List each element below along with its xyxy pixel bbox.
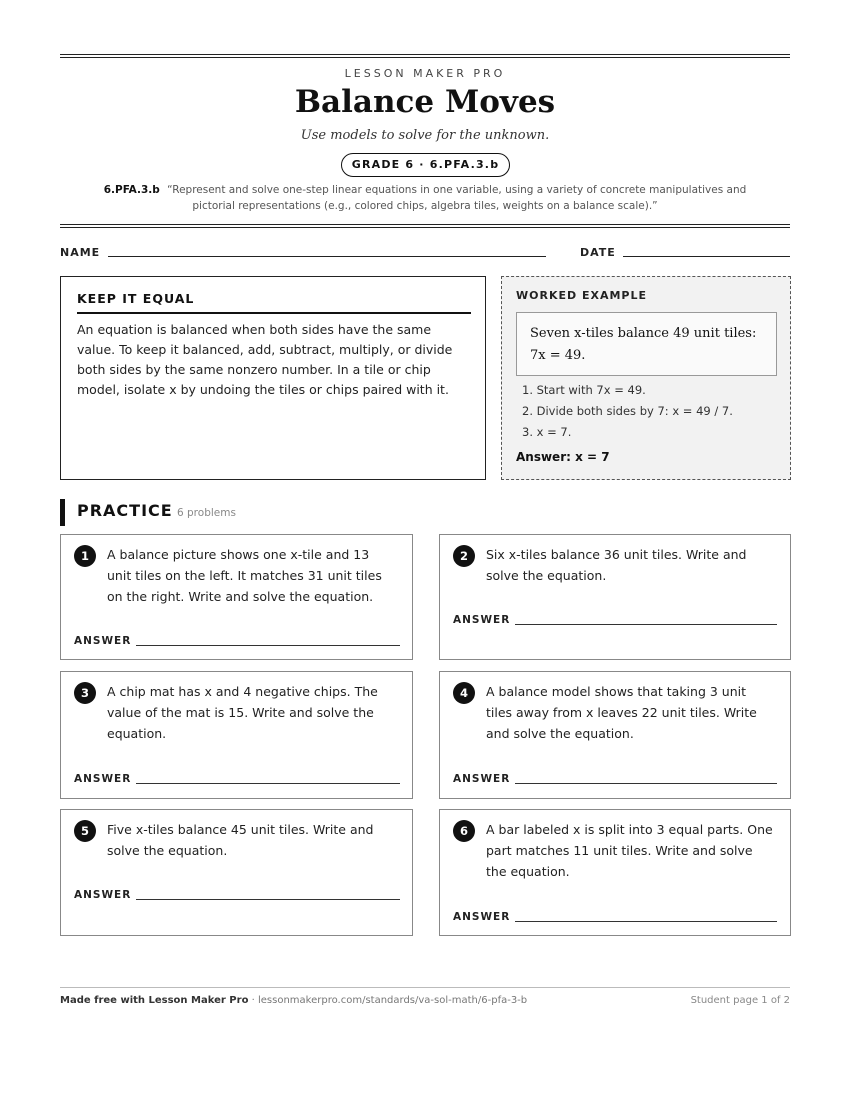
answer-label: ANSWER xyxy=(74,773,132,785)
answer-label: ANSWER xyxy=(453,911,511,923)
worked-example-answer: Answer: x = 7 xyxy=(516,450,610,464)
answer-label: ANSWER xyxy=(453,614,511,626)
worked-example-step: 3. x = 7. xyxy=(522,425,572,439)
worked-example-title: WORKED EXAMPLE xyxy=(516,289,647,302)
name-field[interactable] xyxy=(108,256,546,257)
top-double-rule xyxy=(60,54,790,58)
answer-field[interactable] xyxy=(515,783,777,784)
answer-field[interactable] xyxy=(515,921,777,922)
worked-example-prompt-box xyxy=(516,312,777,376)
problem-text: A balance model shows that taking 3 unit tiles away from x leaves 22 unit tiles. Write and solve the equation. xyxy=(486,684,757,741)
problem-number-badge: 5 xyxy=(74,820,96,842)
keep-it-equal-box xyxy=(60,276,486,480)
answer-field[interactable] xyxy=(136,899,400,900)
header-bottom-double-rule xyxy=(60,224,790,228)
page-title: Balance Moves xyxy=(294,84,556,120)
date-label: DATE xyxy=(580,246,616,259)
brand-name: LESSON MAKER PRO xyxy=(344,67,506,80)
worked-example-box xyxy=(501,276,791,480)
footer-rule xyxy=(60,987,790,988)
keep-it-equal-rule xyxy=(77,312,471,314)
worked-example-steps xyxy=(522,380,733,443)
problem-card-2 xyxy=(439,534,791,660)
problem-number-badge: 3 xyxy=(74,682,96,704)
problem-text: Six x-tiles balance 36 unit tiles. Write and solve the equation. xyxy=(486,547,747,583)
answer-label: ANSWER xyxy=(74,889,132,901)
practice-count: 6 problems xyxy=(177,507,236,519)
worked-example-step: 2. Divide both sides by 7: x = 49 / 7. xyxy=(522,404,733,418)
standard-text: “Represent and solve one-step linear equations in one variable, using a variety of concrete manipulatives and pictorial representations (e.g., colored chips, algebra tiles, weights on a balance scale).” xyxy=(167,184,747,212)
answer-field[interactable] xyxy=(515,624,777,625)
problem-number-badge: 4 xyxy=(453,682,475,704)
problem-number-badge: 2 xyxy=(453,545,475,567)
problem-text: A chip mat has x and 4 negative chips. The value of the mat is 15. Write and solve the equation. xyxy=(107,684,378,741)
practice-accent-bar xyxy=(60,499,65,526)
problem-number-badge: 6 xyxy=(453,820,475,842)
answer-label: ANSWER xyxy=(74,635,132,647)
footer-page-number: Student page 1 of 2 xyxy=(690,995,790,1006)
name-label: NAME xyxy=(60,246,101,259)
answer-field[interactable] xyxy=(136,645,400,646)
problem-card-4 xyxy=(439,671,791,799)
grade-standard-badge: GRADE 6 · 6.PFA.3.b xyxy=(341,153,510,177)
worked-example-prompt: Seven x-tiles balance 49 unit tiles: 7x = 49. xyxy=(530,326,757,363)
keep-it-equal-title: KEEP IT EQUAL xyxy=(77,291,195,306)
problem-card-5 xyxy=(60,809,413,936)
practice-title: PRACTICE xyxy=(77,501,173,520)
footer-url[interactable]: · lessonmakerpro.com/standards/va-sol-math/6-pfa-3-b xyxy=(251,995,528,1006)
keep-it-equal-text: An equation is balanced when both sides have the same value. To keep it balanced, add, subtract, multiply, or divide both sides by the same nonzero number. In a tile or chip model, isolate x by undoing the tiles or chips paired with it. xyxy=(77,322,453,397)
problem-card-3 xyxy=(60,671,413,799)
problem-text: Five x-tiles balance 45 unit tiles. Write and solve the equation. xyxy=(107,822,374,858)
problem-text: A balance picture shows one x-tile and 13 unit tiles on the left. It matches 31 unit tiles on the right. Write and solve the equation. xyxy=(107,547,382,604)
answer-field[interactable] xyxy=(136,783,400,784)
footer-credit xyxy=(60,995,527,1006)
standard-description xyxy=(90,182,760,214)
problem-text: A bar labeled x is split into 3 equal parts. One part matches 11 unit tiles. Write and solve the equation. xyxy=(486,822,773,879)
date-field[interactable] xyxy=(623,256,790,257)
worked-example-step: 1. Start with 7x = 49. xyxy=(522,383,646,397)
page-subtitle: Use models to solve for the unknown. xyxy=(300,128,550,143)
footer-made-with: Made free with Lesson Maker Pro xyxy=(60,995,249,1006)
problem-number-badge: 1 xyxy=(74,545,96,567)
answer-label: ANSWER xyxy=(453,773,511,785)
problem-card-1 xyxy=(60,534,413,660)
standard-code: 6.PFA.3.b xyxy=(103,184,160,196)
problem-card-6 xyxy=(439,809,791,936)
